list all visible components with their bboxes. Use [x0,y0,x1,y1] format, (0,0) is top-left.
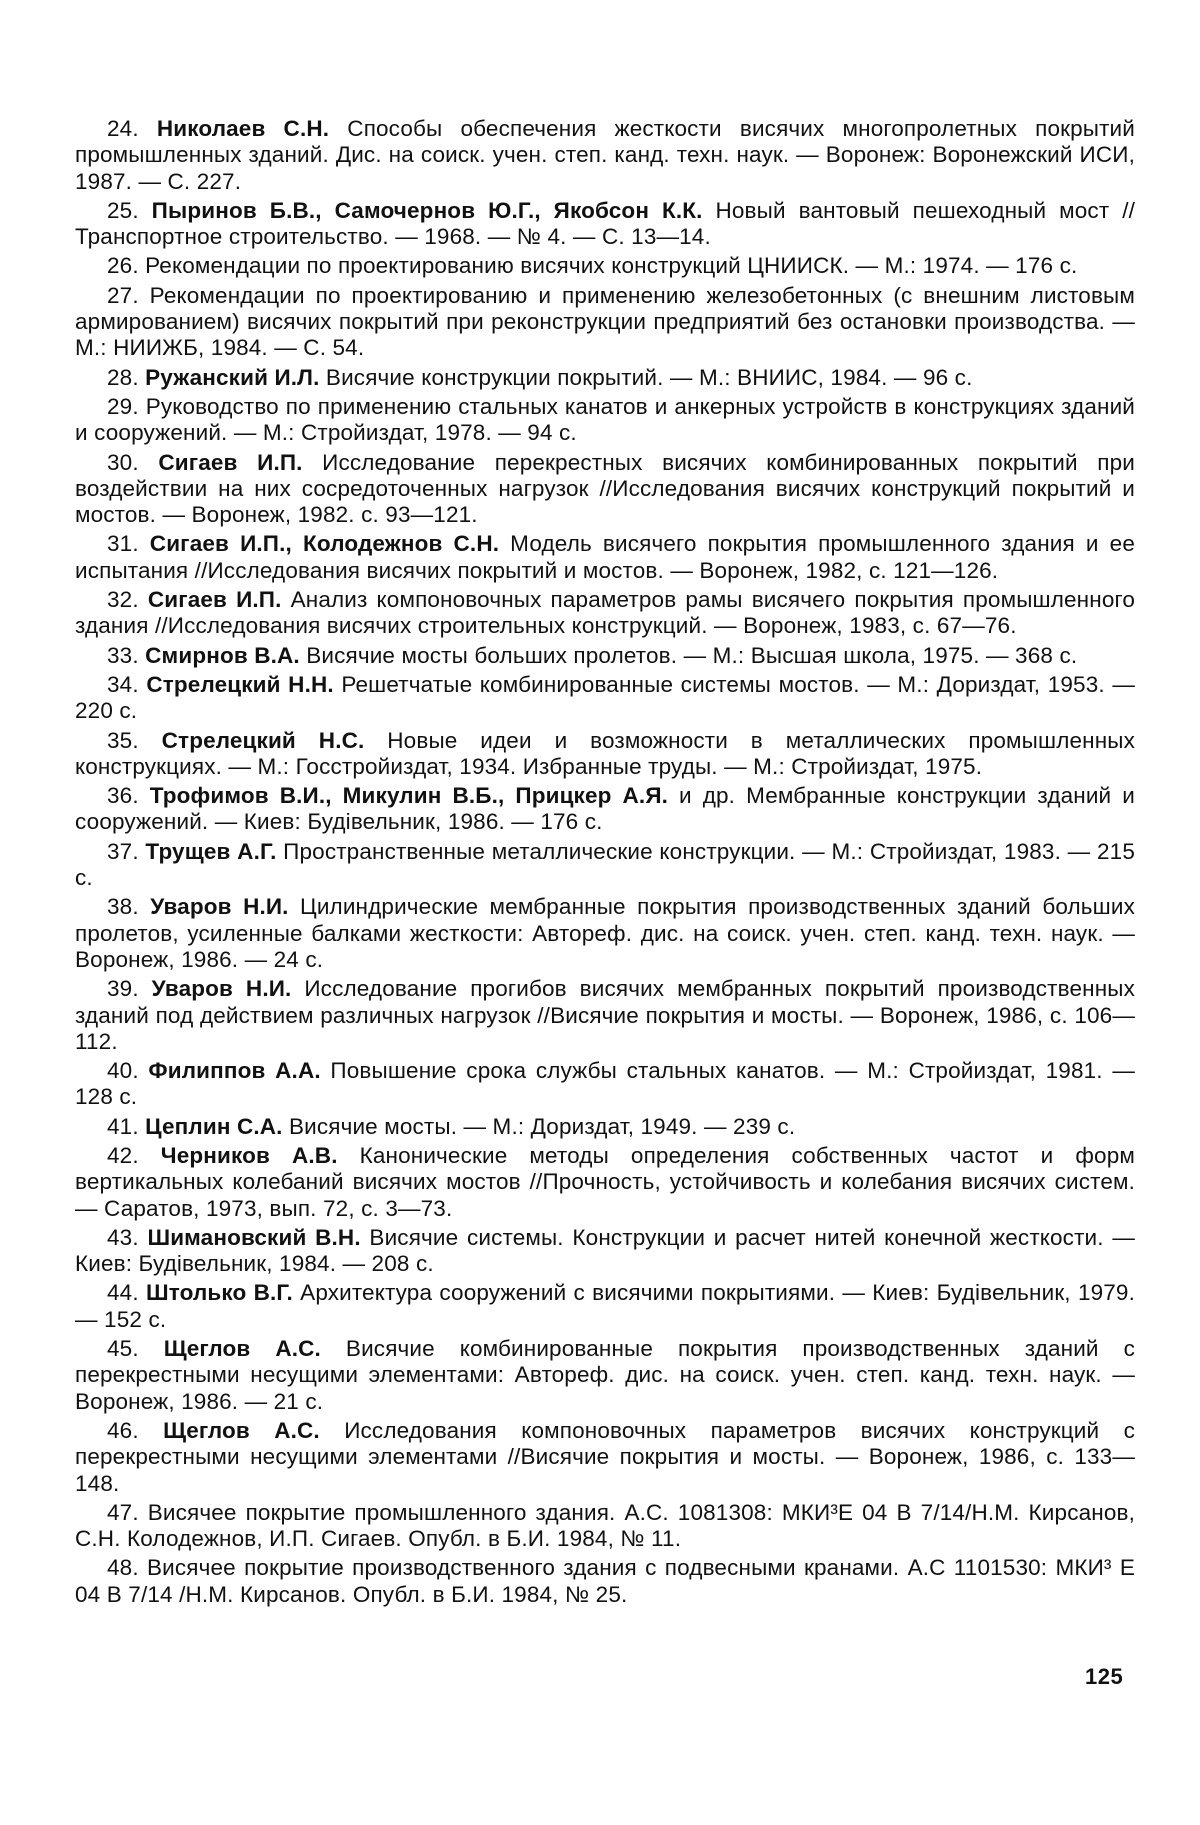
entry-text: Цилиндрические мембранные покрытия производственных зданий больших пролетов, усиленные балками жесткости: Автореф. дис. на соиск. учен. степ. канд. техн. наук. — Воронеж, 1986. — 24 с. [75,894,1135,972]
entry-text: Способы обеспечения жесткости висячих многопролетных покрытий промышленных зданий. Дис. на соиск. учен. степ. канд. техн. наук. — Воронеж: Воронежский ИСИ, 1987. — С. 227. [75,116,1135,194]
bibliography-entry [75,587,1135,640]
entry-text: Рекомендации по проектированию висячих конструкций ЦНИИСК. — М.: 1974. — 176 с. [145,253,1078,279]
entry-text: и др. Мембранные конструкции зданий и сооружений. — Киев: Будiвельник, 1986. — 176 с. [75,783,1135,835]
bibliography-entry [75,1336,1135,1415]
entry-author: Уваров Н.И. [150,894,289,920]
entry-author: Уваров Н.И. [151,976,292,1002]
entry-author: Ружанский И.Л. [145,364,320,390]
entry-number: 27. [107,282,139,308]
entry-author: Пыринов Б.В., Самочернов Ю.Г., Якобсон К.К. [151,197,703,223]
entry-text: Повышение срока службы стальных канатов. — М.: Стройиздат, 1981. — 128 с. [75,1058,1135,1110]
entry-author: Николаев С.Н. [156,116,330,141]
entry-author: Сигаев И.П. [158,449,303,475]
entry-text: Висячее покрытие промышленного здания. А.С. 1081308: МКИ³Е 04 В 7/14/Н.М. Кирсанов, С.Н. Колодежнов, И.П. Сигаев. Опубл. в Б.И. 1984, № 11. [75,1499,1135,1552]
entry-number: 38. [107,894,139,920]
entry-text: Рекомендации по проектированию и применению железобетонных (с внешним листовым армированием) висячих покрытий при реконструкции предприятий без остановки производства. — М.: НИИЖБ, 1984. — С. 54. [75,282,1135,361]
bibliography-entry [75,116,1135,195]
entry-author: Стрелецкий Н.С. [161,727,365,753]
entry-text: Руководство по применению стальных канатов и анкерных устройств в конструкциях зданий и сооружений. — М.: Стройиздат, 1978. — 94 с. [75,393,1136,446]
entry-number: 28. [107,364,139,390]
bibliography-entry [75,839,1135,892]
bibliography-entry [75,450,1135,529]
bibliography-entry [75,283,1135,362]
entry-number: 24. [107,116,139,141]
entry-text: Висячие мосты. — М.: Дориздат, 1949. — 239 с. [282,1113,796,1139]
entry-number: 45. [107,1336,139,1362]
bibliography-entry [75,1500,1135,1553]
bibliography-entry [75,1143,1135,1222]
entry-number: 48. [107,1555,139,1581]
bibliography-list [75,116,1135,1611]
entry-author: Смирнов В.А. [145,642,300,668]
bibliography-entry [75,643,1135,669]
entry-author: Черников А.В. [160,1142,338,1168]
entry-author: Сигаев И.П., Колодежнов С.Н. [149,531,500,557]
entry-number: 30. [107,449,139,475]
bibliography-entry [75,394,1135,447]
entry-number: 35. [107,727,139,753]
bibliography-entry [75,1555,1135,1608]
entry-text: Висячие конструкции покрытий. — М.: ВНИИС, 1984. — 96 с. [319,364,973,390]
entry-author: Щеглов А.С. [163,1417,320,1443]
bibliography-entry [75,783,1135,836]
entry-author: Штолько В.Г. [145,1280,293,1306]
bibliography-entry [75,1225,1135,1278]
entry-number: 36. [107,783,139,809]
page-number: 125 [1085,1664,1124,1689]
bibliography-entry [75,365,1135,391]
entry-text: Висячие комбинированные покрытия производственных зданий с перекрестными несущими элементами: Автореф. дис. на соиск. учен. степ. канд. техн. наук. — Воронеж, 1986. — 21 с. [75,1336,1135,1414]
entry-author: Трущев А.Г. [145,838,277,864]
entry-author: Цеплин С.А. [145,1113,283,1139]
bibliography-entry [75,672,1135,725]
entry-text: Архитектура сооружений с висячими покрытиями. — Киев: Будiвельник, 1979. — 152 с. [75,1280,1135,1332]
entry-number: 47. [107,1499,139,1525]
entry-number: 44. [107,1280,139,1306]
entry-number: 33. [107,642,139,668]
bibliography-entry [75,894,1135,973]
entry-text: Исследование прогибов висячих мембранных покрытий производственных зданий под действием различных нагрузок //Висячие покрытия и мосты. — Воронеж, 1986, с. 106—112. [75,976,1135,1054]
entry-text: Исследование перекрестных висячих комбинированных покрытий при воздействии на них сосредоточенных нагрузок //Исследования висячих конструкций покрытий и мостов. — Воронеж, 1982. с. 93—121. [75,449,1136,528]
bibliography-entry [75,198,1135,251]
entry-text: Висячие мосты больших пролетов. — М.: Высшая школа, 1975. — 368 с. [299,642,1078,668]
bibliography-entry [75,1058,1135,1111]
entry-number: 39. [107,976,139,1002]
bibliography-entry [75,976,1135,1055]
bibliography-entry [75,728,1135,781]
entry-number: 34. [107,671,139,697]
entry-author: Стрелецкий Н.Н. [146,671,334,697]
entry-text: Висячее покрытие производственного здания с подвесными кранами. А.С 1101530: МКИ³ Е 04 В 7/14 /Н.М. Кирсанов. Опубл. в Б.И. 1984, № 25. [75,1555,1135,1607]
entry-number: 25. [107,197,139,223]
entry-number: 43. [107,1224,139,1250]
entry-author: Трофимов В.И., Микулин В.Б., Прицкер А.Я. [149,783,669,809]
bibliography-entry [75,1114,1135,1140]
entry-text: Новые идеи и возможности в металлических промышленных конструкциях. — М.: Госстройиздат, 1934. Избранные труды. — М.: Стройиздат, 1975. [75,727,1136,779]
entry-text: Пространственные металлические конструкции. — М.: Стройиздат, 1983. — 215 с. [75,838,1135,891]
entry-number: 32. [107,587,139,613]
entry-number: 40. [107,1058,139,1084]
entry-text: Анализ компоновочных параметров рамы висячего покрытия промышленного здания //Исследования висячих строительных конструкций. — Воронеж, 1983, с. 67—76. [75,587,1136,639]
entry-text: Модель висячего покрытия промышленного здания и ее испытания //Исследования висячих покрытий и мостов. — Воронеж, 1982, с. 121—126. [75,531,1135,583]
entry-author: Шимановский В.Н. [147,1224,361,1250]
entry-text: Канонические методы определения собственных частот и форм вертикальных колебаний висячих мостов //Прочность, устойчивость и колебания висячих систем. — Саратов, 1973, вып. 72, с. 3—73. [75,1142,1135,1221]
bibliography-entry [75,253,1135,279]
entry-author: Филиппов А.А. [148,1058,321,1084]
entry-author: Сигаев И.П. [147,587,282,613]
entry-number: 42. [107,1142,139,1168]
entry-text: Висячие системы. Конструкции и расчет нитей конечной жесткости. — Киев: Будiвельник, 1984. — 208 с. [75,1224,1135,1277]
entry-number: 31. [107,531,139,557]
entry-text: Новый вантовый пешеходный мост //Транспортное строительство. — 1968. — № 4. — С. 13—14. [75,197,1136,250]
entry-number: 37. [107,838,139,864]
entry-number: 29. [107,393,139,419]
entry-text: Исследования компоновочных параметров висячих конструкций с перекрестными несущими элементами //Висячие покрытия и мосты. — Воронеж, 1986, с. 133—148. [75,1417,1135,1496]
bibliography-entry [75,1418,1135,1497]
entry-number: 46. [107,1417,139,1443]
entry-number: 26. [107,253,139,279]
entry-author: Щеглов А.С. [163,1336,321,1362]
entry-text: Решетчатые комбинированные системы мостов. — М.: Дориздат, 1953. — 220 с. [75,671,1135,724]
entry-number: 41. [107,1113,139,1139]
bibliography-entry [75,1280,1135,1333]
bibliography-entry [75,531,1135,584]
